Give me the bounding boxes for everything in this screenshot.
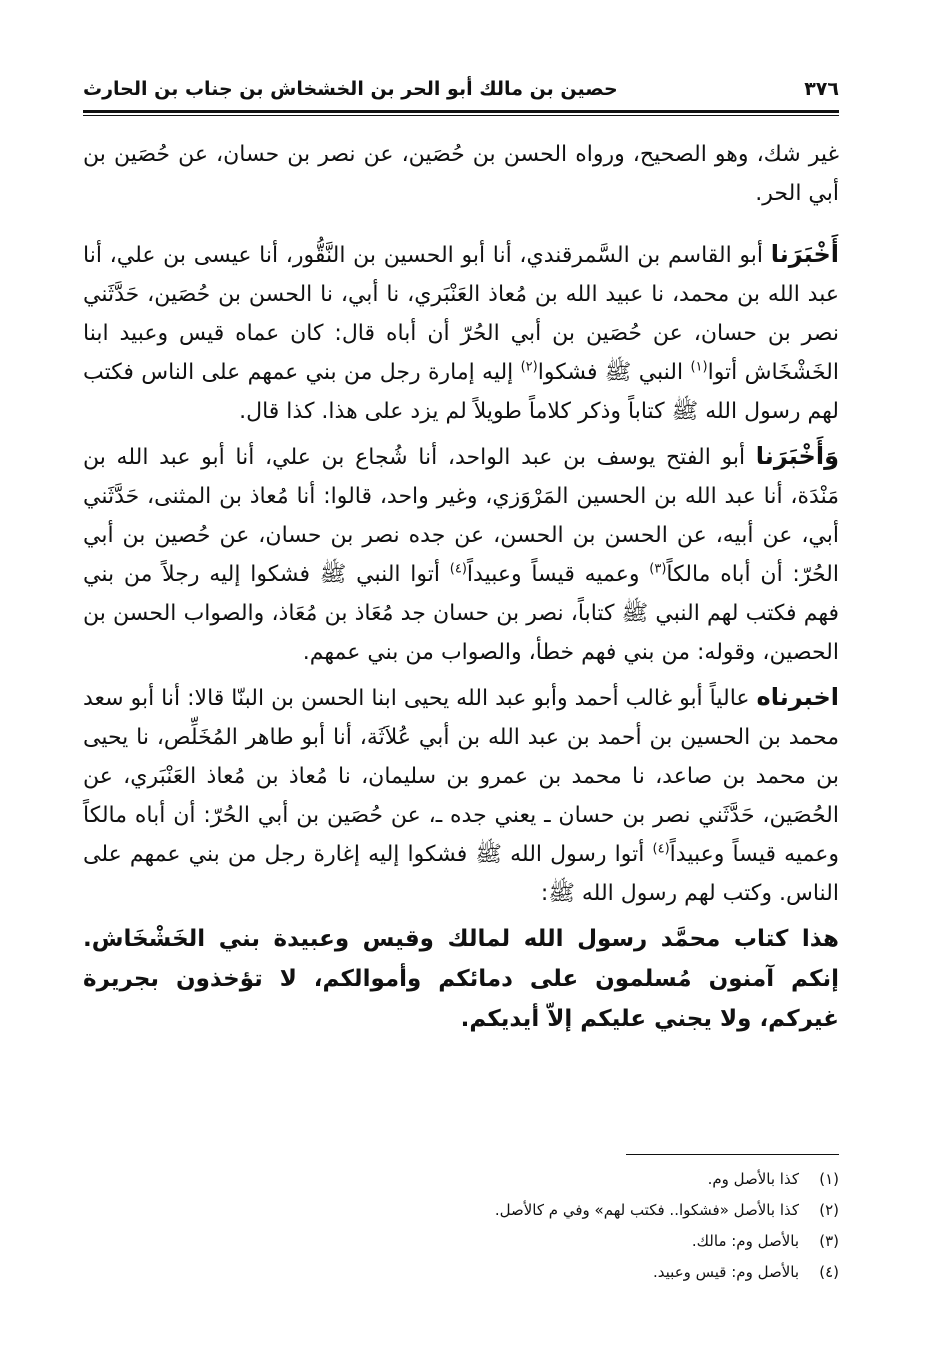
- running-title: حصين بن مالك أبو الحر بن الخشخاش بن جناب بن الحارث: [83, 78, 618, 100]
- header-rule: [83, 110, 839, 113]
- paragraph-1: [83, 135, 839, 213]
- footnote-item: [83, 1195, 839, 1226]
- footnote-text: بالأصل وم: قيس وعبيد.: [653, 1263, 799, 1281]
- footnotes: [83, 1164, 839, 1288]
- footnote-text: كذا بالأصل «فشكوا.. فكتب لهم» وفي م كالأصل.: [494, 1201, 799, 1219]
- paragraph-text: أتوا رسول الله ﷺ فشكوا إليه إغارة رجل من بني عمهم على الناس. وكتب لهم رسول الله ﷺ:: [83, 842, 839, 906]
- paragraph-text: النبي ﷺ فشكوا: [537, 360, 691, 385]
- footnote-ref[interactable]: (٢): [520, 359, 538, 375]
- running-header: [83, 58, 839, 106]
- footnote-ref[interactable]: (١): [690, 359, 708, 375]
- footnote-item: [83, 1257, 839, 1288]
- footnote-number: (٤): [819, 1263, 839, 1281]
- paragraph-text: وعميه قيساً وعبيداً: [466, 562, 650, 587]
- paragraph-3: [83, 437, 839, 672]
- footnote-text: كذا بالأصل وم.: [707, 1170, 799, 1188]
- footnote-text: بالأصل وم: مالك.: [691, 1232, 799, 1250]
- footnote-ref[interactable]: (٤): [652, 841, 670, 857]
- footnote-rule: [626, 1154, 839, 1155]
- footnote-item: [83, 1226, 839, 1257]
- paragraph-lead: أَخْبَرَنا: [770, 240, 839, 268]
- main-text: [83, 135, 839, 1049]
- paragraph-text: أبو الفتح يوسف بن عبد الواحد، أنا شُجاع بن علي، أنا أبو عبد الله بن مَنْدَة، أنا عبد الله بن الحسين المَرْوَزي، وغير واحد، قالوا: أنا مُعاذ بن المثنى، حَدَّثَني أبي، عن أبيه، عن الحسن بن الحسن، عن جده نصر بن حسان، عن حُصين بن أبي الحُرّ: أن أباه مالكاً: [83, 445, 839, 587]
- paragraph-text: أتوا النبي ﷺ فشكوا إليه رجلاً من بني فهم فكتب لهم النبي ﷺ كتاباً، نصر بن حسان جد مُعَاذ بن مُعَاذ، والصواب الحسن بن الحصين، وقوله: من بني فهم خطأ، والصواب من بني عمهم.: [83, 562, 839, 665]
- paragraph-2: [83, 235, 839, 431]
- paragraph-text: أبو القاسم بن السَّمرقندي، أنا أبو الحسين بن النَّقُّور، أنا عيسى بن علي، أنا عبد الله بن محمد، نا عبيد الله بن مُعاذ العَنْبَري، نا أبي، نا الحسن بن حُصَين، حَدَّثَني نصر بن حسان، عن حُصَين بن أبي الحُرّ أن أباه قال: كان عماه قيس وعبيد ابنا الخَشْخَاش أتوا: [83, 243, 840, 385]
- footnote-number: (١): [819, 1170, 839, 1188]
- footnote-number: (٢): [819, 1201, 839, 1219]
- footnote-ref[interactable]: (٤): [449, 561, 467, 577]
- paragraph-lead: وَأَخْبَرَنا: [755, 442, 839, 470]
- letter-quote: هذا كتاب محمَّد رسول الله لمالك وقيس وعبيدة بني الخَشْخَاش. إنكم آمنون مُسلمون على دمائكم وأموالكم، لا تؤخذون بجريرة غيركم، ولا يجني عليكم إلاّ أيديكم.: [83, 926, 839, 1032]
- paragraph-text: إليه إمارة رجل من بني عمهم على الناس فكتب لهم رسول الله ﷺ كتاباً وذكر كلاماً طويلاً لم يزد على هذا. كذا قال.: [83, 360, 839, 424]
- header-rule-thin: [83, 115, 839, 116]
- footnote-number: (٣): [819, 1232, 839, 1250]
- footnote-item: [83, 1164, 839, 1195]
- paragraph-lead: اخبرناه: [756, 683, 839, 711]
- paragraph-text: عالياً أبو غالب أحمد وأبو عبد الله يحيى ابنا الحسن بن البنّا قالا: أنا أبو سعد محمد بن الحسين بن أحمد بن عبد الله بن أبي عُلاَثَة، أنا أبو طاهر المُخَلِّص، نا يحيى بن محمد بن صاعد، نا محمد بن عمرو بن سليمان، نا مُعاذ بن مُعاذ العَنْبَري، عن الحُصَين، حَدَّثَني نصر بن حسان ـ يعني جده ـ، عن حُصَين بن أبي الحُرّ: أن أباه مالكاً وعميه قيساً وعبيداً: [83, 686, 840, 867]
- paragraph-4: [83, 678, 839, 913]
- paragraph-text: غير شك، وهو الصحيح، ورواه الحسن بن حُصَين، عن نصر بن حسان، عن حُصَين بن أبي الحر.: [83, 142, 839, 206]
- page-number: ٣٧٦: [804, 78, 839, 100]
- footnote-ref[interactable]: (٣): [649, 561, 667, 577]
